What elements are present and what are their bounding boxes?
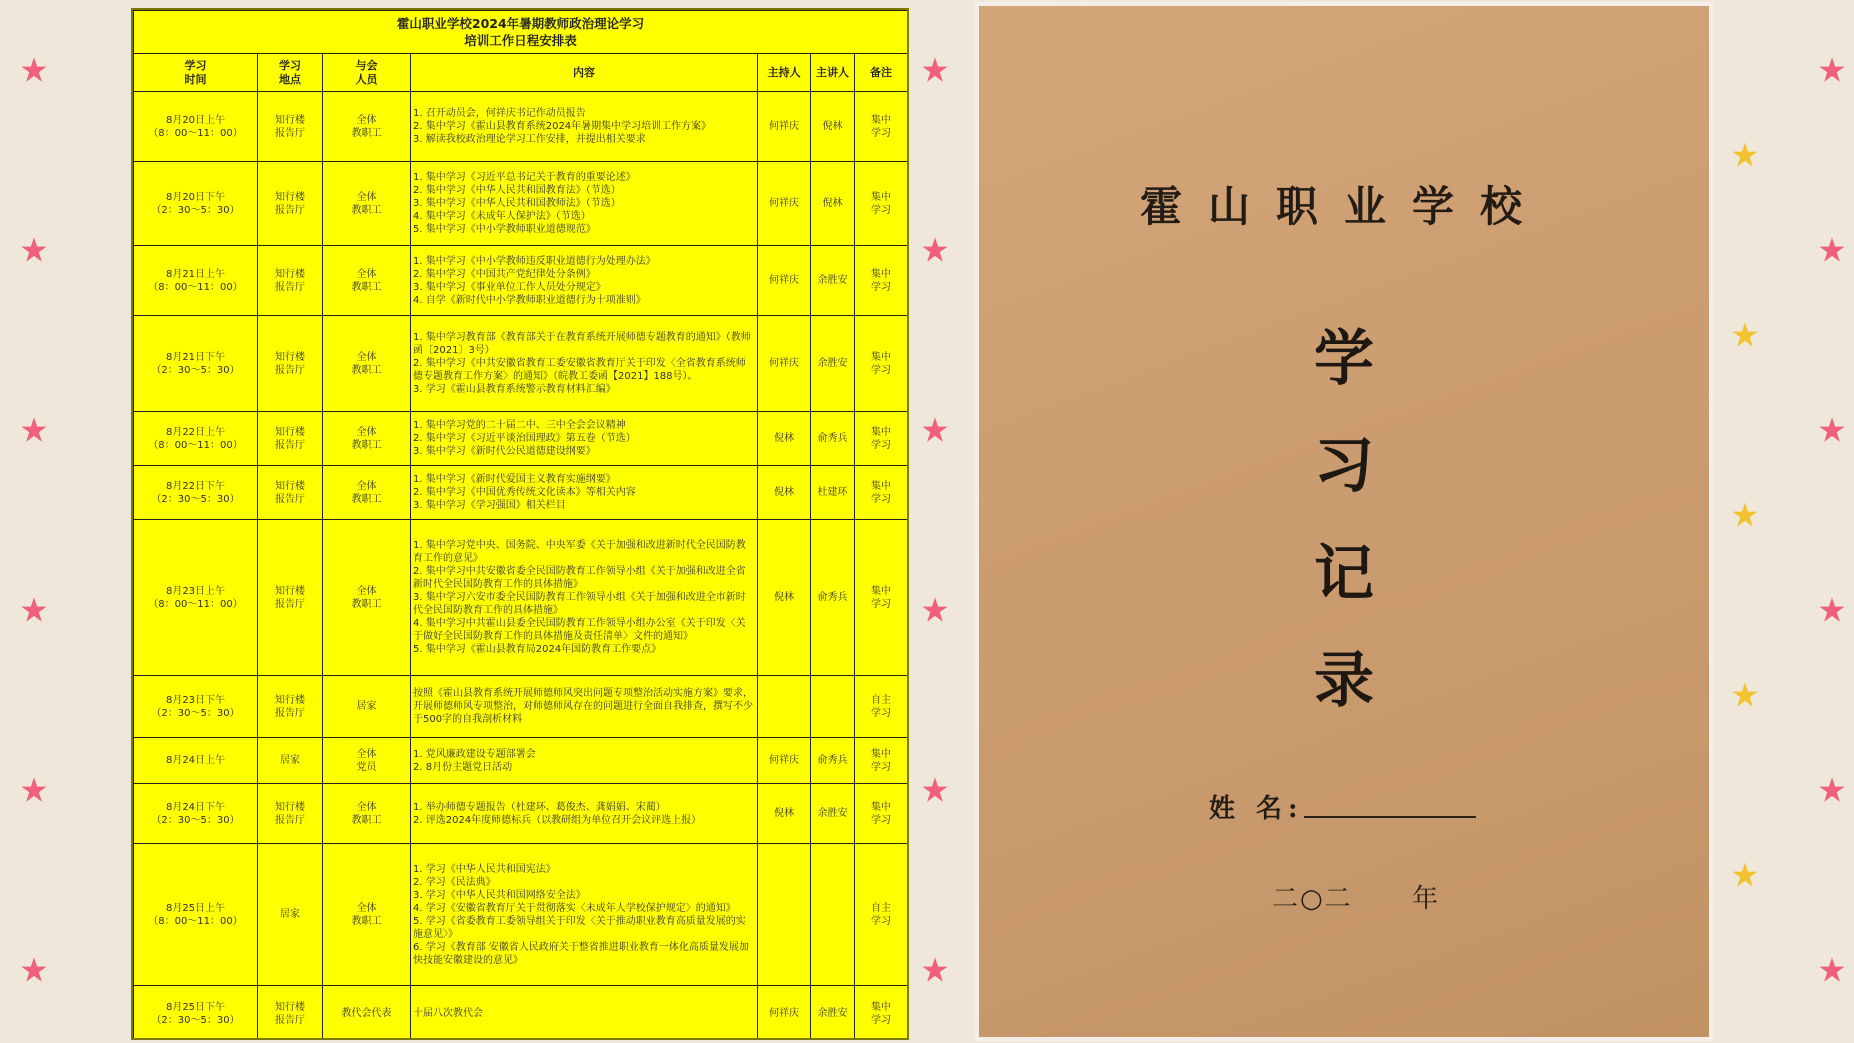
cell-note: 集中 学习 <box>855 986 908 1041</box>
cell-people: 全体 党员 <box>323 738 411 784</box>
yellow-star-icon <box>1731 861 1759 889</box>
cell-place: 知行楼 报告厅 <box>258 92 323 162</box>
cell-people: 全体 教职工 <box>323 92 411 162</box>
cell-people: 全体 教职工 <box>323 246 411 316</box>
cell-time: 8月25日上午 （8：00～11：00） <box>134 844 258 986</box>
header-people: 与会 人员 <box>323 54 411 92</box>
cell-place: 知行楼 报告厅 <box>258 676 323 738</box>
cell-speaker: 余胜安 <box>811 246 855 316</box>
cover-year-prefix: 二○二 <box>1272 884 1353 914</box>
cell-note: 自主 学习 <box>855 676 908 738</box>
cover-title-char-1: 学 <box>1314 324 1374 394</box>
cell-host: 倪林 <box>758 466 811 520</box>
cell-host: 何祥庆 <box>758 986 811 1041</box>
cell-content: 1. 集中学习《新时代爱国主义教育实施纲要》 2. 集中学习《中国优秀传统文化读本》等相关内容 3. 集中学习《学习强国》相关栏目 <box>411 466 758 520</box>
cell-host: 何祥庆 <box>758 162 811 246</box>
cell-host <box>758 676 811 738</box>
cell-content: 1. 举办师德专题报告（杜建环、葛俊杰、龚娟娟、宋蔺） 2. 评选2024年度师德标兵（以教研组为单位召开会议评选上报） <box>411 784 758 844</box>
cell-note: 集中 学习 <box>855 412 908 466</box>
cell-speaker: 倪林 <box>811 162 855 246</box>
pink-star-icon <box>1818 56 1846 84</box>
pink-star-icon <box>20 416 48 444</box>
header-place: 学习 地点 <box>258 54 323 92</box>
pink-star-icon <box>921 236 949 264</box>
header-note: 备注 <box>855 54 908 92</box>
cell-speaker: 俞秀兵 <box>811 520 855 676</box>
pink-star-icon <box>1818 596 1846 624</box>
cell-time: 8月20日下午 （2：30～5：30） <box>134 162 258 246</box>
schedule-row <box>134 466 908 520</box>
pink-star-icon <box>1818 416 1846 444</box>
pink-star-icon <box>1818 776 1846 804</box>
cell-content: 1. 集中学习党中央、国务院、中央军委《关于加强和改进新时代全民国防教育工作的意见》 2. 集中学习中共安徽省委全民国防教育工作领导小组《关于加强和改进全省新时代全民国防教育工作的具体措施》 3. 集中学习六安市委全民国防教育工作领导小组《关于加强和改进全市新时代全民国防教育工作的具体措施》 4. 集中学习中共霍山县委全民国防教育工作领导小组办公室《关于印发〈关于做好全民国防教育工作的具体措施及责任清单〉文件的通知》 5. 集中学习《霍山县教育局2024年国防教育工作要点》 <box>411 520 758 676</box>
cell-host: 何祥庆 <box>758 738 811 784</box>
schedule-row <box>134 986 908 1041</box>
schedule-table <box>133 10 908 1040</box>
schedule-row <box>134 844 908 986</box>
cell-content: 1. 学习《中华人民共和国宪法》 2. 学习《民法典》 3. 学习《中华人民共和国网络安全法》 4. 学习《安徽省教育厅关于贯彻落实〈未成年人学校保护规定〉的通知》 5. 学习《省委教育工委领导组关于印发〈关于推动职业教育高质量发展的实施意见〉》 6. 学习《教育部 安徽省人民政府关于整省推进职业教育一体化高质量发展加快技能安徽建设的意见》 <box>411 844 758 986</box>
cell-host: 倪林 <box>758 784 811 844</box>
pink-star-icon <box>921 776 949 804</box>
cell-people: 全体 教职工 <box>323 412 411 466</box>
cover-title-char-2: 习 <box>1314 431 1374 501</box>
cell-people: 全体 教职工 <box>323 784 411 844</box>
cell-host: 倪林 <box>758 412 811 466</box>
cell-people: 教代会代表 <box>323 986 411 1041</box>
schedule-row <box>134 316 908 412</box>
schedule-sheet <box>131 8 909 1040</box>
schedule-row <box>134 246 908 316</box>
pink-star-icon <box>20 596 48 624</box>
cell-place: 知行楼 报告厅 <box>258 316 323 412</box>
pink-star-icon <box>1818 236 1846 264</box>
schedule-row <box>134 520 908 676</box>
cell-note: 集中 学习 <box>855 316 908 412</box>
cell-time: 8月21日下午 （2：30～5：30） <box>134 316 258 412</box>
cell-host: 何祥庆 <box>758 246 811 316</box>
yellow-star-icon <box>1731 321 1759 349</box>
cell-time: 8月22日上午 （8：00～11：00） <box>134 412 258 466</box>
cell-note: 自主 学习 <box>855 844 908 986</box>
pink-star-icon <box>921 56 949 84</box>
yellow-star-icon <box>1731 681 1759 709</box>
schedule-row <box>134 162 908 246</box>
cell-place: 知行楼 报告厅 <box>258 520 323 676</box>
pink-star-icon <box>20 236 48 264</box>
cell-note: 集中 学习 <box>855 520 908 676</box>
cover-school-name: 霍山职业学校 <box>1139 182 1548 231</box>
cell-content: 1. 召开动员会，何祥庆书记作动员报告 2. 集中学习《霍山县教育系统2024年暑期集中学习培训工作方案》 3. 解读我校政治理论学习工作安排，并提出相关要求 <box>411 92 758 162</box>
cell-note: 集中 学习 <box>855 162 908 246</box>
cell-place: 知行楼 报告厅 <box>258 246 323 316</box>
cell-content: 1. 集中学习《习近平总书记关于教育的重要论述》 2. 集中学习《中华人民共和国教育法》（节选） 3. 集中学习《中华人民共和国教师法》（节选） 4. 集中学习《未成年人保护法》（节选） 5. 集中学习《中小学教师职业道德规范》 <box>411 162 758 246</box>
cell-speaker: 俞秀兵 <box>811 738 855 784</box>
cell-time: 8月24日上午 <box>134 738 258 784</box>
cell-place: 知行楼 报告厅 <box>258 412 323 466</box>
cell-people: 全体 教职工 <box>323 844 411 986</box>
header-time: 学习 时间 <box>134 54 258 92</box>
header-content: 内容 <box>411 54 758 92</box>
cell-people: 全体 教职工 <box>323 466 411 520</box>
cover-name-label: 姓 名: <box>1209 794 1304 824</box>
cell-time: 8月23日下午 （2：30～5：30） <box>134 676 258 738</box>
cell-host: 倪林 <box>758 520 811 676</box>
cell-content: 按照《霍山县教育系统开展师德师风突出问题专项整治活动实施方案》要求，开展师德师风专项整治，对师德师风存在的问题进行全面自我排查，撰写不少于500字的自我剖析材料 <box>411 676 758 738</box>
cell-place: 知行楼 报告厅 <box>258 784 323 844</box>
schedule-row <box>134 92 908 162</box>
cell-note: 集中 学习 <box>855 466 908 520</box>
pink-star-icon <box>1818 956 1846 984</box>
cell-content: 1. 集中学习教育部《教育部关于在教育系统开展师德专题教育的通知》（教师函〔2021〕3号） 2. 集中学习《中共安徽省教育工委安徽省教育厅关于印发〈全省教育系统师德专题教育工作方案〉的通知》（皖教工委函【2021】188号）。 3. 学习《霍山县教育系统警示教育材料汇编》 <box>411 316 758 412</box>
cell-people: 全体 教职工 <box>323 162 411 246</box>
cell-speaker: 余胜安 <box>811 316 855 412</box>
header-speaker: 主讲人 <box>811 54 855 92</box>
schedule-row <box>134 738 908 784</box>
cell-speaker: 杜建环 <box>811 466 855 520</box>
cell-time: 8月20日上午 （8：00～11：00） <box>134 92 258 162</box>
cover-name-blank-line <box>1304 816 1476 818</box>
cell-note: 集中 学习 <box>855 92 908 162</box>
cover-year-suffix: 年 <box>1412 884 1439 914</box>
cover-title-char-4: 录 <box>1314 646 1374 716</box>
cell-content: 1. 集中学习党的二十届二中、三中全会会议精神 2. 集中学习《习近平谈治国理政》第五卷（节选） 3. 集中学习《新时代公民道德建设纲要》 <box>411 412 758 466</box>
cell-content: 1. 党风廉政建设专题部署会 2. 8月份主题党日活动 <box>411 738 758 784</box>
yellow-star-icon <box>1731 141 1759 169</box>
cover-title-char-3: 记 <box>1314 539 1374 609</box>
cell-host <box>758 844 811 986</box>
cell-note: 集中 学习 <box>855 738 908 784</box>
pink-star-icon <box>20 956 48 984</box>
cell-speaker: 余胜安 <box>811 784 855 844</box>
cell-people: 全体 教职工 <box>323 316 411 412</box>
notebook-cover <box>979 6 1709 1037</box>
cell-time: 8月23日上午 （8：00～11：00） <box>134 520 258 676</box>
schedule-body <box>134 92 908 1041</box>
pink-star-icon <box>921 956 949 984</box>
cell-note: 集中 学习 <box>855 784 908 844</box>
schedule-row <box>134 412 908 466</box>
cell-speaker <box>811 844 855 986</box>
pink-star-icon <box>921 416 949 444</box>
cell-people: 居家 <box>323 676 411 738</box>
cell-place: 知行楼 报告厅 <box>258 162 323 246</box>
schedule-row <box>134 784 908 844</box>
cell-speaker: 俞秀兵 <box>811 412 855 466</box>
cell-content: 十届八次教代会 <box>411 986 758 1041</box>
cell-speaker: 倪林 <box>811 92 855 162</box>
cell-host: 何祥庆 <box>758 92 811 162</box>
header-host: 主持人 <box>758 54 811 92</box>
cell-time: 8月24日下午 （2：30～5：30） <box>134 784 258 844</box>
pink-star-icon <box>20 776 48 804</box>
cell-content: 1. 集中学习《中小学教师违反职业道德行为处理办法》 2. 集中学习《中国共产党纪律处分条例》 3. 集中学习《事业单位工作人员处分规定》 4. 自学《新时代中小学教师职业道德行为十项准则》 <box>411 246 758 316</box>
cell-time: 8月25日下午 （2：30～5：30） <box>134 986 258 1041</box>
cell-people: 全体 教职工 <box>323 520 411 676</box>
cell-time: 8月21日上午 （8：00～11：00） <box>134 246 258 316</box>
cell-place: 知行楼 报告厅 <box>258 986 323 1041</box>
cell-time: 8月22日下午 （2：30～5：30） <box>134 466 258 520</box>
schedule-row <box>134 676 908 738</box>
cell-speaker: 余胜安 <box>811 986 855 1041</box>
schedule-title: 霍山职业学校2024年暑期教师政治理论学习 培训工作日程安排表 <box>134 11 908 54</box>
cell-place: 居家 <box>258 738 323 784</box>
cell-place: 知行楼 报告厅 <box>258 466 323 520</box>
yellow-star-icon <box>1731 501 1759 529</box>
pink-star-icon <box>20 56 48 84</box>
cell-place: 居家 <box>258 844 323 986</box>
pink-star-icon <box>921 596 949 624</box>
cell-note: 集中 学习 <box>855 246 908 316</box>
cell-host: 何祥庆 <box>758 316 811 412</box>
cell-speaker <box>811 676 855 738</box>
